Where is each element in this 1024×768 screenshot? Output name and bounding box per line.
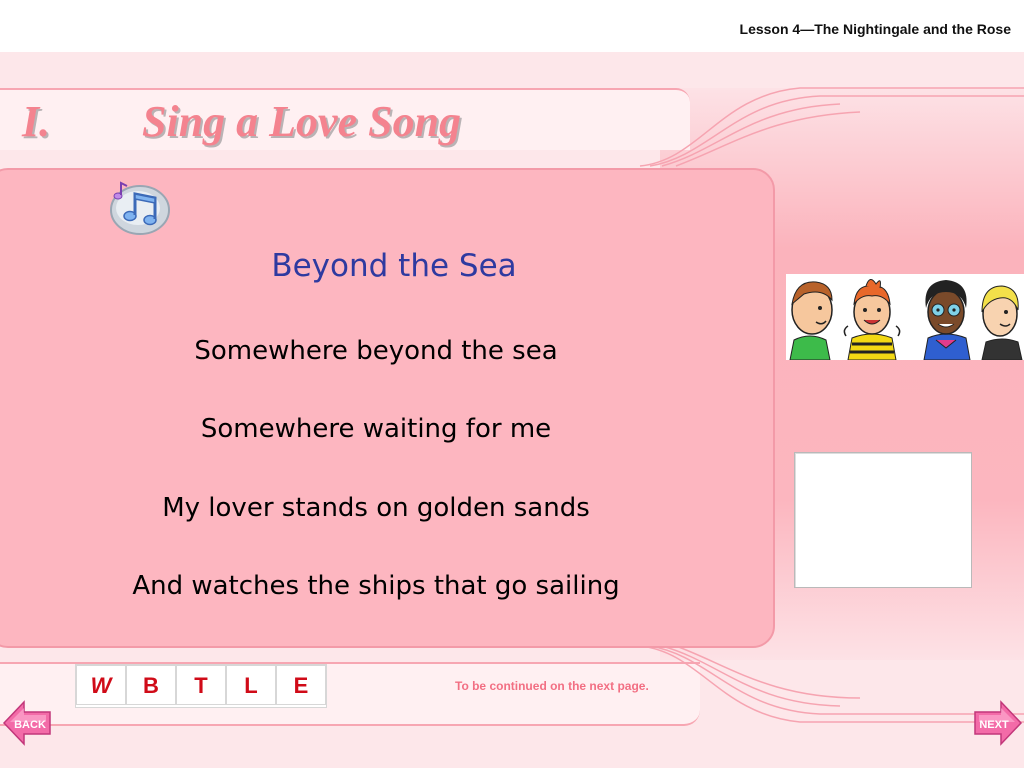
lyric-line: My lover stands on golden sands <box>162 493 590 523</box>
letter-button-e[interactable]: E <box>276 665 326 705</box>
back-label: BACK <box>14 719 46 731</box>
blank-frame <box>794 452 972 588</box>
section-heading <box>22 96 461 147</box>
song-title: Beyond the Sea <box>271 248 517 284</box>
letter-button-w[interactable]: W <box>76 665 126 705</box>
section-number: I. <box>22 97 51 146</box>
back-button[interactable] <box>2 700 52 746</box>
child-figure <box>982 286 1022 360</box>
letter-button-b[interactable]: B <box>126 665 176 705</box>
lyric-line: Somewhere waiting for me <box>200 414 552 444</box>
child-figure <box>844 279 899 360</box>
child-figure <box>924 280 970 360</box>
letter-button-l[interactable]: L <box>226 665 276 705</box>
child-figure <box>790 282 832 360</box>
music-note-icon[interactable] <box>108 180 172 236</box>
continued-note: To be continued on the next page. <box>455 679 649 693</box>
lyric-line: And watches the ships that go sailing <box>132 571 620 601</box>
next-label: NEXT <box>979 719 1009 731</box>
children-illustration <box>786 274 1024 360</box>
letter-button-t[interactable]: T <box>176 665 226 705</box>
lesson-title: Lesson 4—The Nightingale and the Rose <box>739 21 1011 37</box>
next-button[interactable] <box>973 700 1023 746</box>
lyric-line: Somewhere beyond the sea <box>194 336 558 366</box>
section-title: Sing a Love Song <box>142 97 462 146</box>
letter-buttons <box>75 664 327 708</box>
